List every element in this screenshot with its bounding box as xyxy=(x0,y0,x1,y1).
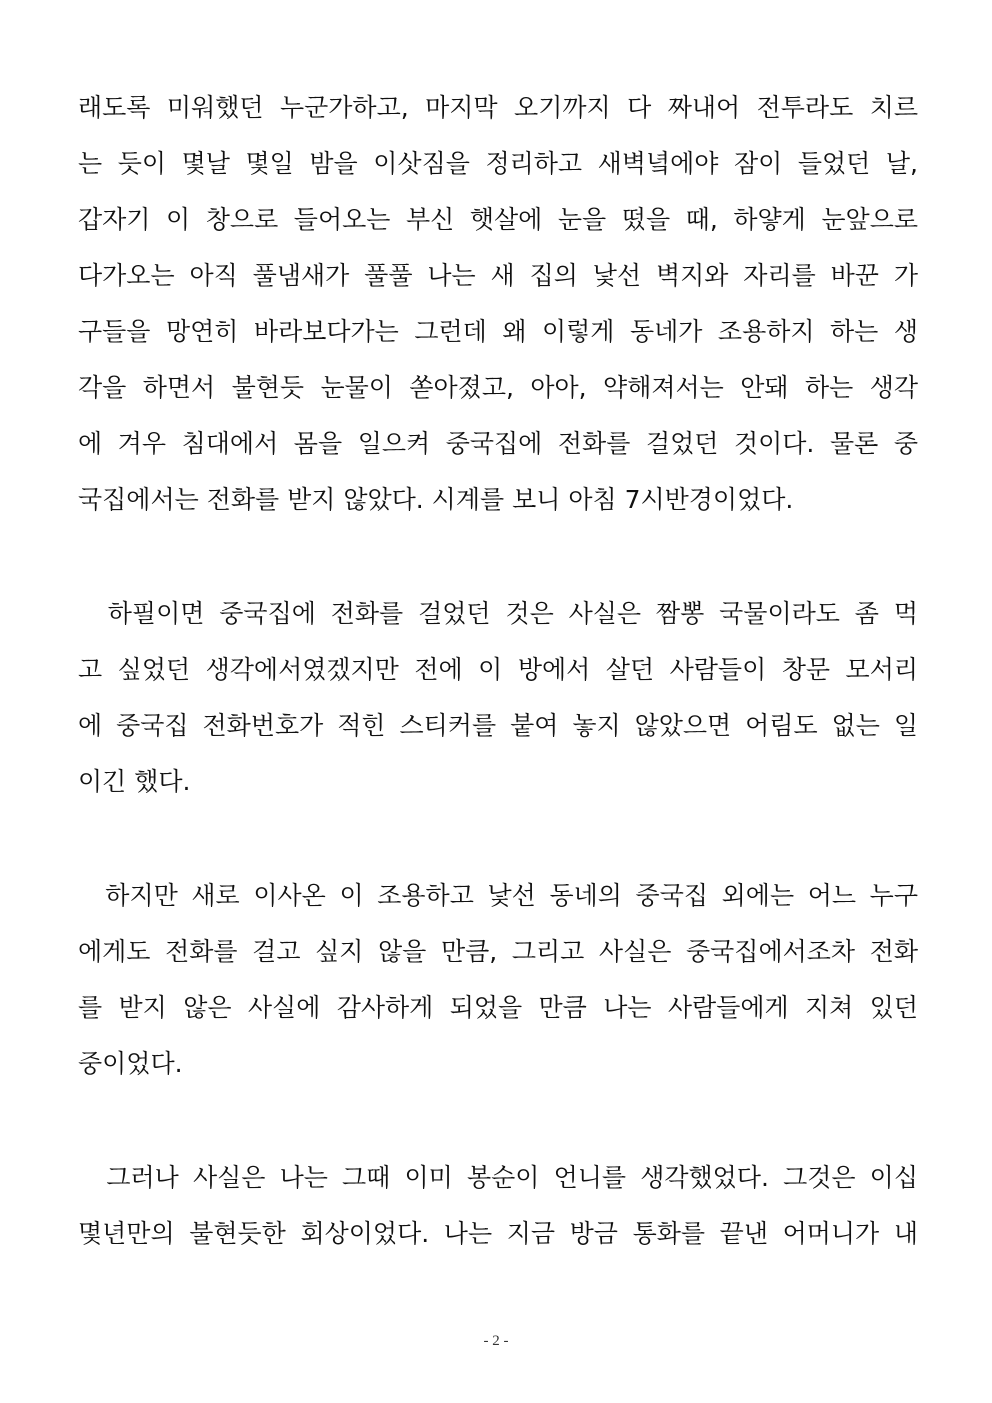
text-line: 에 중국집 전화번호가 적힌 스티커를 붙여 놓지 않았으면 어림도 없는 일 xyxy=(78,711,918,740)
text-line: 다가오는 아직 풀냄새가 풀풀 나는 새 집의 낯선 벽지와 자리를 바꾼 가 xyxy=(78,261,918,290)
text-line: 중이었다. xyxy=(78,1049,183,1078)
body-text xyxy=(78,84,918,1266)
paragraph-gap xyxy=(78,532,918,590)
text-line: 하지만 새로 이사온 이 조용하고 낯선 동네의 중국집 외에는 어느 누구 xyxy=(78,881,918,910)
text-line: 는 듯이 몇날 몇일 밤을 이삿짐을 정리하고 새벽녘에야 잠이 들었던 날, xyxy=(78,149,918,178)
text-line: 갑자기 이 창으로 들어오는 부신 햇살에 눈을 떴을 때, 하얗게 눈앞으로 xyxy=(78,205,918,234)
paragraph-4 xyxy=(78,1154,918,1266)
paragraph-gap xyxy=(78,1096,918,1154)
text-line: 를 받지 않은 사실에 감사하게 되었을 만큼 나는 사람들에게 지쳐 있던 xyxy=(78,993,918,1022)
paragraph-1 xyxy=(78,84,918,532)
text-line: 그러나 사실은 나는 그때 이미 봉순이 언니를 생각했었다. 그것은 이십 xyxy=(78,1163,918,1192)
text-line: 에게도 전화를 걸고 싶지 않을 만큼, 그리고 사실은 중국집에서조차 전화 xyxy=(78,937,918,966)
text-line: 래도록 미워했던 누군가하고, 마지막 오기까지 다 짜내어 전투라도 치르 xyxy=(78,93,918,122)
paragraph-gap xyxy=(78,814,918,872)
page-number: - 2 - xyxy=(483,1333,509,1349)
paragraph-3 xyxy=(78,872,918,1096)
text-line: 국집에서는 전화를 받지 않았다. 시계를 보니 아침 7시반경이었다. xyxy=(78,485,794,514)
text-line: 이긴 했다. xyxy=(78,767,191,796)
text-line: 고 싶었던 생각에서였겠지만 전에 이 방에서 살던 사람들이 창문 모서리 xyxy=(78,655,918,684)
text-line: 에 겨우 침대에서 몸을 일으켜 중국집에 전화를 걸었던 것이다. 물론 중 xyxy=(78,429,918,458)
text-line: 각을 하면서 불현듯 눈물이 쏟아졌고, 아아, 약해져서는 안돼 하는 생각 xyxy=(78,373,918,402)
paragraph-2 xyxy=(78,590,918,814)
text-line: 구들을 망연히 바라보다가는 그런데 왜 이렇게 동네가 조용하지 하는 생 xyxy=(78,317,918,346)
text-line: 몇년만의 불현듯한 회상이었다. 나는 지금 방금 통화를 끝낸 어머니가 내 xyxy=(78,1219,918,1248)
text-line: 하필이면 중국집에 전화를 걸었던 것은 사실은 짬뽕 국물이라도 좀 먹 xyxy=(78,599,918,628)
